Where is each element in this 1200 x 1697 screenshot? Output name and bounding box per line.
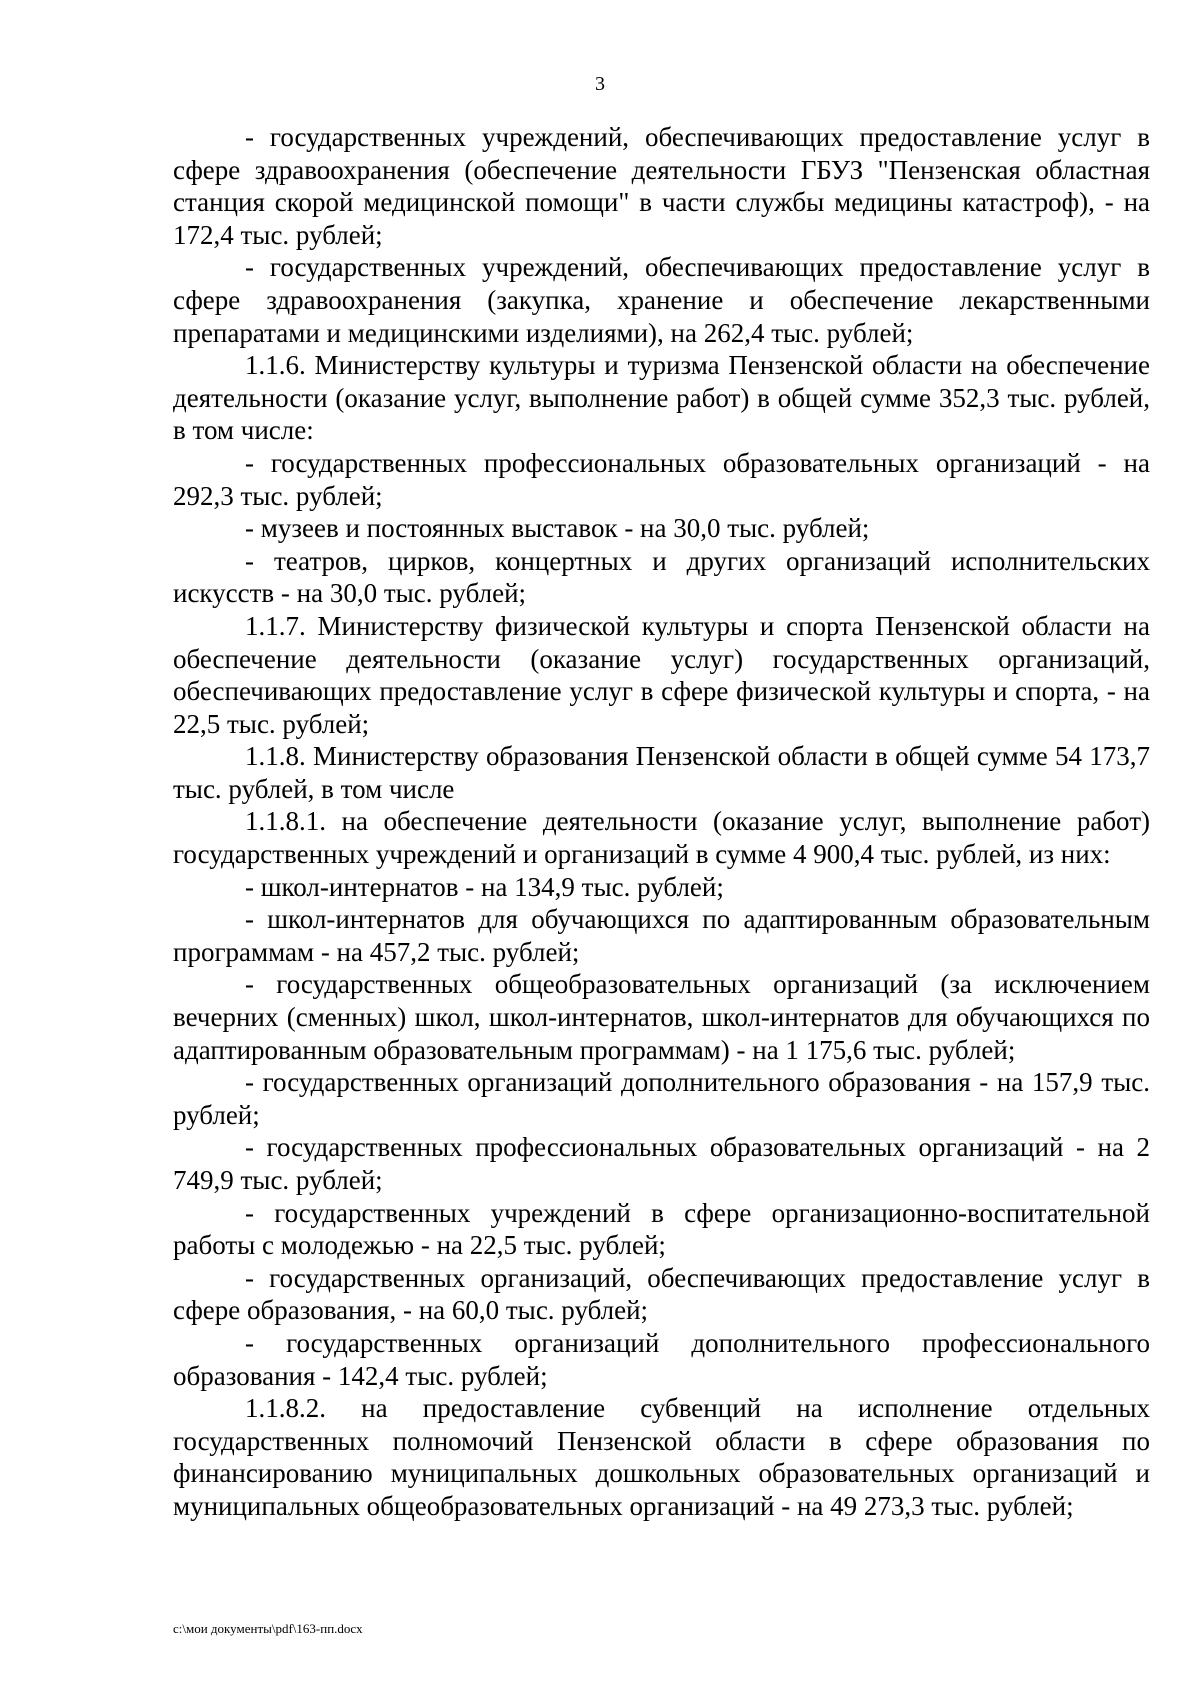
paragraph-1-1-8-2-subventions: 1.1.8.2. на предоставление субвенций на исполнение отдельных государственных полномочий Пензенской области в сфере образования по финансированию муниципальных дошкольных образовательных организаций и муниципальных общеобразовательных организаций - на 49 273,3 тыс. рублей; <box>173 1393 1150 1521</box>
paragraph-additional-professional-education: - государственных организаций дополнительного профессионального образования - 142,4 тыс. рублей; <box>173 1327 1150 1391</box>
paragraph-youth-work: - государственных учреждений в сфере организационно-воспитательной работы с молодежью - на 22,5 тыс. рублей; <box>173 1197 1150 1261</box>
paragraph-culture-theatres: - театров, цирков, концертных и других организаций исполнительских искусств - на 30,0 тыс. рублей; <box>173 545 1150 609</box>
paragraph-adapted-boarding-schools: - школ-интернатов для обучающихся по адаптированным образовательным программам - на 457,2 тыс. рублей; <box>173 904 1150 967</box>
page-number: 3 <box>595 73 605 95</box>
document-body <box>173 121 1150 1523</box>
paragraph-general-education: - государственных общеобразовательных организаций (за исключением вечерних (сменных) школ, школ-интернатов, школ-интернатов для обучающихся по адаптированным образовательным программам) - на 1 175,6 тыс. рублей; <box>173 969 1150 1065</box>
paragraph-professional-education: - государственных профессиональных образовательных организаций - на 2 749,9 тыс. рублей; <box>173 1132 1150 1195</box>
paragraph-1-1-8-1-institutions: 1.1.8.1. на обеспечение деятельности (оказание услуг, выполнение работ) государственных учреждений и организаций в сумме 4 900,4 тыс. рублей, из них: <box>173 806 1150 870</box>
paragraph-culture-professional-education: - государственных профессиональных образовательных организаций - на 292,3 тыс. рублей; <box>173 447 1150 511</box>
paragraph-health-drug-supply: - государственных учреждений, обеспечивающих предоставление услуг в сфере здравоохранения (закупка, хранение и обеспечение лекарственными препаратами и медицинскими изделиями), на 262,4 тыс. рублей; <box>173 252 1150 348</box>
paragraph-1-1-7-sport-ministry: 1.1.7. Министерству физической культуры и спорта Пензенской области на обеспечение деятельности (оказание услуг) государственных организаций, обеспечивающих предоставление услуг в сфере физической культуры и спорта, - на 22,5 тыс. рублей; <box>173 610 1150 739</box>
footer-file-path: c:\мои документы\pdf\163-пп.docx <box>173 1621 363 1636</box>
paragraph-education-services: - государственных организаций, обеспечивающих предоставление услуг в сфере образования, - на 60,0 тыс. рублей; <box>173 1262 1150 1326</box>
paragraph-boarding-schools: - школ-интернатов - на 134,9 тыс. рублей; <box>245 871 724 902</box>
paragraph-1-1-6-culture-ministry: 1.1.6. Министерству культуры и туризма Пензенской области на обеспечение деятельности (оказание услуг, выполнение работ) в общей сумме 352,3 тыс. рублей, в том числе: <box>173 350 1150 446</box>
paragraph-health-emergency-medicine: - государственных учреждений, обеспечивающих предоставление услуг в сфере здравоохранения (обеспечение деятельности ГБУЗ "Пензенская областная станция скорой медицинской помощи" в части службы медицины катастроф), - на 172,4 тыс. рублей; <box>173 122 1150 250</box>
paragraph-1-1-8-education-ministry: 1.1.8. Министерству образования Пензенской области в общей сумме 54 173,7 тыс. рублей, в том числе <box>173 741 1150 804</box>
paragraph-additional-education: - государственных организаций дополнительного образования - на 157,9 тыс. рублей; <box>173 1067 1150 1130</box>
paragraph-culture-museums: - музеев и постоянных выставок - на 30,0 тыс. рублей; <box>245 513 870 544</box>
